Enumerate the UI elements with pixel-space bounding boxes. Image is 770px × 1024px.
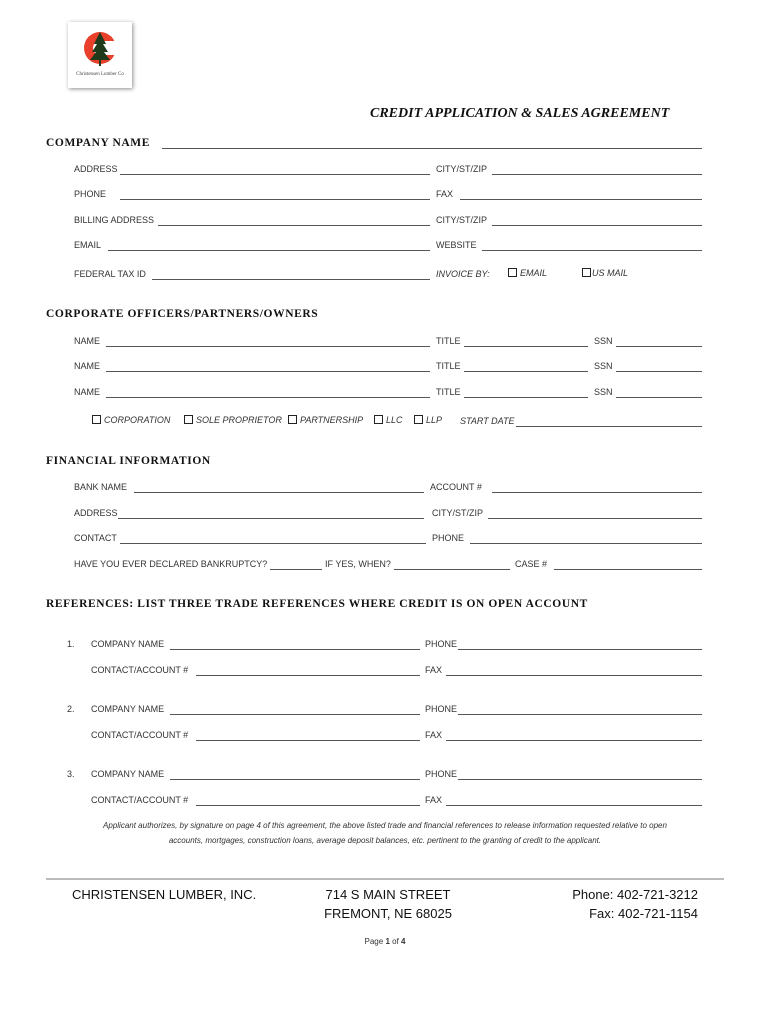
llc-checkbox[interactable]	[374, 415, 383, 424]
federal-tax-id-field[interactable]	[152, 279, 430, 280]
ref-company-name-label: COMPANY NAME	[91, 704, 165, 714]
officer-ssn-label: SSN	[594, 387, 613, 397]
ref-contact-account-field[interactable]	[196, 675, 420, 676]
references-heading: REFERENCES: LIST THREE TRADE REFERENCES WHERE CREDIT IS ON OPEN ACCOUNT	[46, 598, 588, 610]
city-st-zip-field[interactable]	[492, 174, 702, 175]
officer-name-label: NAME	[74, 387, 101, 397]
bank-phone-label: PHONE	[432, 533, 465, 543]
ref-company-name-field[interactable]	[170, 649, 420, 650]
billing-city-st-zip-label: CITY/ST/ZIP	[436, 215, 488, 225]
entity-sole-proprietor-option[interactable]: SOLE PROPRIETOR	[184, 415, 282, 425]
entity-corporation-option[interactable]: CORPORATION	[92, 415, 170, 425]
ref-contact-account-label: CONTACT/ACCOUNT #	[91, 730, 189, 740]
officer-title-label: TITLE	[436, 336, 461, 346]
ref-fax-label: FAX	[425, 730, 443, 740]
bank-address-label: ADDRESS	[74, 508, 118, 518]
city-st-zip-label: CITY/ST/ZIP	[436, 164, 488, 174]
page-number: Page 1 of 4	[364, 937, 406, 946]
ref-contact-account-field[interactable]	[196, 805, 420, 806]
case-label: CASE #	[515, 559, 548, 569]
address-label: ADDRESS	[74, 164, 118, 174]
ref-phone-label: PHONE	[425, 769, 458, 779]
authorization-note: Applicant authorizes, by signature on page 4 of this agreement, the above listed trade and financial references to release information requested relative to open accounts, mortgages, construction loans, average deposit balances, etc. pertinent to the granting of credit to the applicant.	[103, 821, 667, 845]
reference-number: 2.	[67, 704, 75, 714]
footer-phone: Phone: 402-721-3212	[572, 887, 698, 902]
ref-fax-label: FAX	[425, 665, 443, 675]
ref-company-name-label: COMPANY NAME	[91, 769, 165, 779]
officer-title-field[interactable]	[464, 371, 588, 372]
account-label: ACCOUNT #	[430, 482, 482, 492]
company-name-field[interactable]	[162, 148, 702, 149]
entity-llp-option[interactable]: LLP	[414, 415, 442, 425]
ref-company-name-label: COMPANY NAME	[91, 639, 165, 649]
invoice-us-mail-option[interactable]: US MAIL	[582, 268, 628, 278]
email-field[interactable]	[108, 250, 430, 251]
ref-phone-field[interactable]	[458, 714, 702, 715]
company-logo	[68, 22, 132, 88]
ref-fax-field[interactable]	[446, 740, 702, 741]
bank-contact-field[interactable]	[120, 543, 426, 544]
entity-partnership-option[interactable]: PARTNERSHIP	[288, 415, 363, 425]
start-date-field[interactable]	[516, 426, 702, 427]
page-title: CREDIT APPLICATION & SALES AGREEMENT	[370, 106, 670, 121]
bankruptcy-label: HAVE YOU EVER DECLARED BANKRUPTCY?	[74, 559, 268, 569]
ref-phone-label: PHONE	[425, 639, 458, 649]
officer-title-label: TITLE	[436, 387, 461, 397]
ref-company-name-field[interactable]	[170, 779, 420, 780]
bankruptcy-field[interactable]	[270, 569, 322, 570]
corporation-checkbox[interactable]	[92, 415, 101, 424]
ref-contact-account-field[interactable]	[196, 740, 420, 741]
reference-number: 1.	[67, 639, 75, 649]
ref-phone-field[interactable]	[458, 779, 702, 780]
ref-fax-field[interactable]	[446, 805, 702, 806]
invoice-email-checkbox[interactable]	[508, 268, 517, 277]
ref-contact-account-label: CONTACT/ACCOUNT #	[91, 795, 189, 805]
if-yes-when-label: IF YES, WHEN?	[325, 559, 391, 569]
bank-phone-field[interactable]	[470, 543, 702, 544]
bank-address-field[interactable]	[118, 518, 424, 519]
officer-ssn-field[interactable]	[616, 397, 702, 398]
reference-number: 3.	[67, 769, 75, 779]
logo-caption: Christensen Lumber Co	[76, 72, 124, 77]
account-field[interactable]	[492, 492, 702, 493]
officer-ssn-field[interactable]	[616, 346, 702, 347]
footer-divider	[46, 878, 724, 880]
if-yes-when-field[interactable]	[394, 569, 510, 570]
ref-phone-field[interactable]	[458, 649, 702, 650]
financial-heading: FINANCIAL INFORMATION	[46, 455, 211, 467]
ref-fax-field[interactable]	[446, 675, 702, 676]
phone-field[interactable]	[120, 199, 430, 200]
fax-field[interactable]	[460, 199, 702, 200]
ref-fax-label: FAX	[425, 795, 443, 805]
ref-contact-account-label: CONTACT/ACCOUNT #	[91, 665, 189, 675]
start-date-label: START DATE	[460, 416, 515, 426]
sole-proprietor-checkbox[interactable]	[184, 415, 193, 424]
officer-title-label: TITLE	[436, 361, 461, 371]
invoice-us-mail-checkbox[interactable]	[582, 268, 591, 277]
email-label: EMAIL	[74, 240, 102, 250]
website-label: WEBSITE	[436, 240, 477, 250]
officer-title-field[interactable]	[464, 397, 588, 398]
company-name-heading: COMPANY NAME	[46, 137, 150, 149]
bank-name-label: BANK NAME	[74, 482, 128, 492]
officer-ssn-label: SSN	[594, 361, 613, 371]
llp-checkbox[interactable]	[414, 415, 423, 424]
bank-contact-label: CONTACT	[74, 533, 117, 543]
logo-emblem	[68, 22, 132, 72]
ref-phone-label: PHONE	[425, 704, 458, 714]
bank-city-st-zip-field[interactable]	[488, 518, 702, 519]
federal-tax-id-label: FEDERAL TAX ID	[74, 269, 146, 279]
entity-llc-option[interactable]: LLC	[374, 415, 403, 425]
footer-city: FREMONT, NE 68025	[324, 906, 452, 921]
invoice-email-option[interactable]: EMAIL	[508, 268, 547, 278]
officer-name-label: NAME	[74, 336, 101, 346]
bank-name-field[interactable]	[134, 492, 424, 493]
billing-address-field[interactable]	[158, 225, 430, 226]
officer-name-field[interactable]	[106, 371, 430, 372]
officer-name-field[interactable]	[106, 346, 430, 347]
phone-label: PHONE	[74, 189, 107, 199]
fax-label: FAX	[436, 189, 454, 199]
case-field[interactable]	[554, 569, 702, 570]
footer-fax: Fax: 402-721-1154	[589, 906, 698, 921]
officer-name-field[interactable]	[106, 397, 430, 398]
officers-heading: CORPORATE OFFICERS/PARTNERS/OWNERS	[46, 308, 319, 320]
ref-company-name-field[interactable]	[170, 714, 420, 715]
footer-street: 714 S MAIN STREET	[325, 887, 451, 902]
billing-address-label: BILLING ADDRESS	[74, 215, 155, 225]
officer-ssn-field[interactable]	[616, 371, 702, 372]
partnership-checkbox[interactable]	[288, 415, 297, 424]
address-field[interactable]	[120, 174, 430, 175]
officer-name-label: NAME	[74, 361, 101, 371]
website-field[interactable]	[482, 250, 702, 251]
footer-company-name: CHRISTENSEN LUMBER, INC.	[72, 887, 257, 902]
bank-city-st-zip-label: CITY/ST/ZIP	[432, 508, 484, 518]
billing-city-st-zip-field[interactable]	[492, 225, 702, 226]
invoice-by-label: INVOICE BY:	[436, 269, 490, 279]
officer-ssn-label: SSN	[594, 336, 613, 346]
officer-title-field[interactable]	[464, 346, 588, 347]
